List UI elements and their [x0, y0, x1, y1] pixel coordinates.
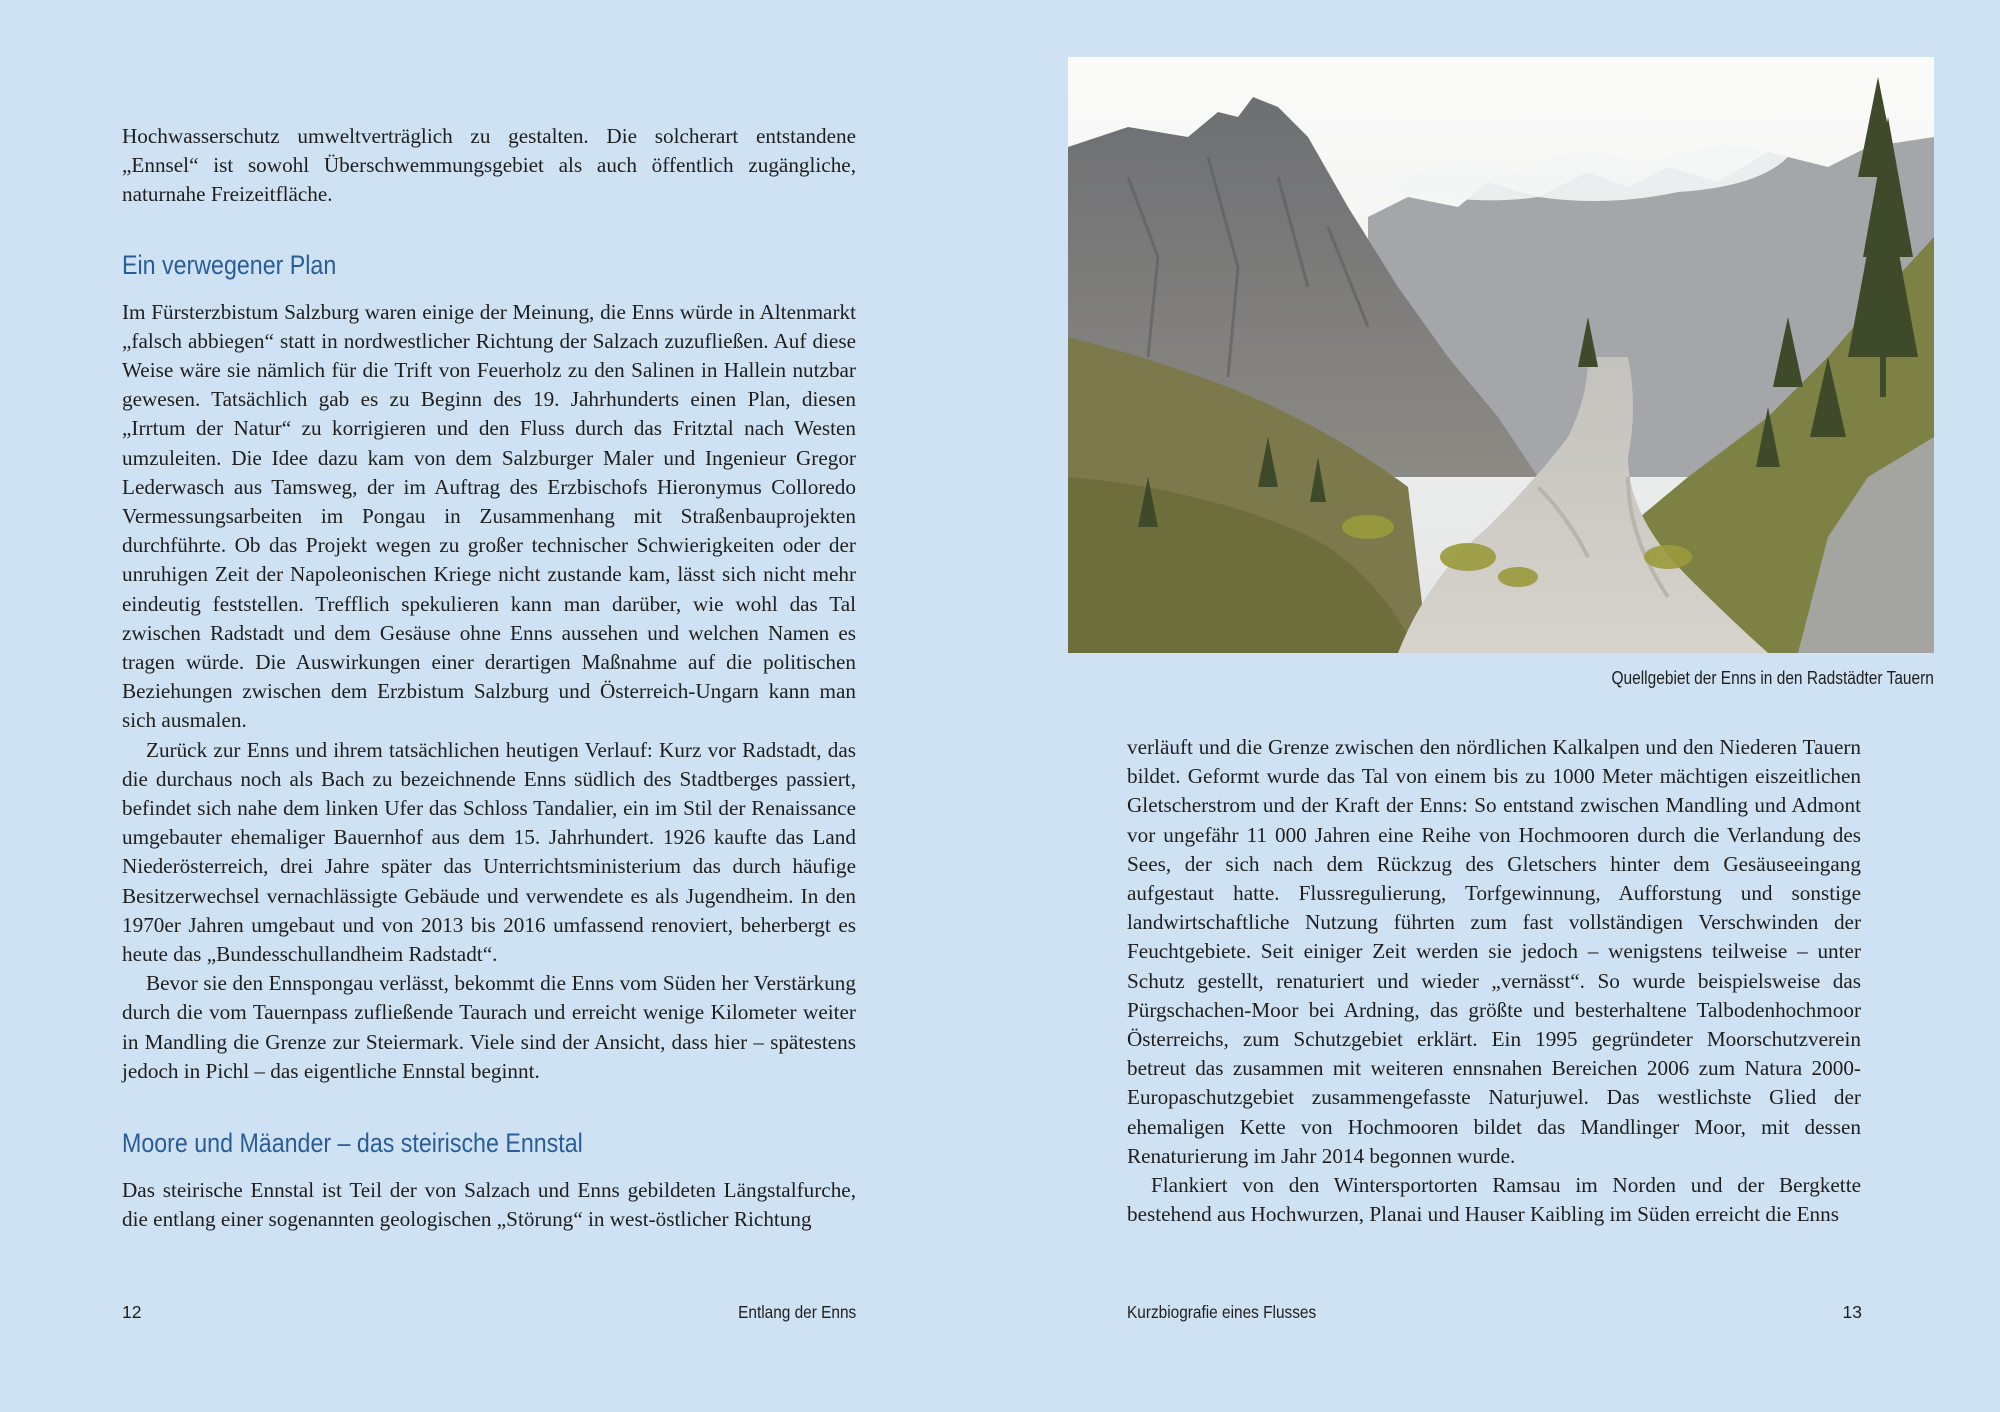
section-heading-plan: Ein verwegener Plan: [122, 249, 337, 280]
right-text-column: [1127, 733, 1861, 1229]
right-page: [1000, 0, 2000, 1412]
paragraph-intro: Hochwasserschutz umweltverträglich zu gestalten. Die solcherart entstandene „Ennsel“ ist sowohl Überschwemmungsgebiet als auch öffentlich zugängliche, naturnahe Freizeitfläche.: [122, 124, 856, 207]
photo-caption: Quellgebiet der Enns in den Radstädter Tauern: [1611, 668, 1934, 688]
paragraph-plan-3: Bevor sie den Ennspongau verlässt, bekommt die Enns vom Süden her Verstärkung durch die vom Tauernpass zufließende Taurach und erreicht wenige Kilometer weiter in Mandling die Grenze zur Steiermark. Viele sind der Ansicht, dass hier – spätestens jedoch in Pichl – das eigentliche Ennstal beginnt.: [122, 971, 856, 1083]
photo-illustration: [1068, 57, 1934, 653]
page-number-left: 12: [122, 1302, 142, 1322]
mountain-valley-photo: [1068, 57, 1934, 653]
page-number-right: 13: [1842, 1302, 1862, 1322]
left-text-column: [122, 122, 856, 1235]
paragraph-right-1: verläuft und die Grenze zwischen den nördlichen Kalkalpen und den Niederen Tauern bildet. Geformt wurde das Tal von einem bis zu 1000 Meter mächtigen eiszeitlichen Gletscherstrom und der Kraft der Enns: So entstand zwischen Mandling und Admont vor ungefähr 11 000 Jahren eine Reihe von Hochmooren durch die Verlandung des Sees, der sich nach dem Rückzug des Gletschers hinter dem Gesäuseeingang aufgestaut hatte. Flussregulierung, Torfgewinnung, Aufforstung und sonstige landwirtschaftliche Nutzung führten zum fast vollständigen Verschwinden der Feuchtgebiete. Seit einiger Zeit werden sie jedoch – wenigstens teilweise – unter Schutz gestellt, renaturiert und wieder „vernässt“. So wurde beispielsweise das Pürgschachen-Moor bei Ardning, das größte und besterhaltene Talbodenhochmoor Österreichs, zum Schutzgebiet erklärt. Ein 1995 gegründeter Moorschutzverein betreut das zusammen mit weiteren ennsnahen Bereichen 2006 zum Natura 2000-Europaschutzgebiet zusammengefasste Naturjuwel. Das westlichste Glied der ehemaligen Kette von Hochmooren bildet das Mandlinger Moor, mit dessen Renaturierung im Jahr 2014 begonnen wurde.: [1127, 735, 1861, 1168]
running-title-right: Kurzbiografie eines Flusses: [1127, 1302, 1317, 1322]
running-title-left: Entlang der Enns: [737, 1302, 856, 1322]
paragraph-plan-2: Zurück zur Enns und ihrem tatsächlichen heutigen Verlauf: Kurz vor Radstadt, das die durchaus noch als Bach zu bezeichnende Enns südlich des Stadtberges passiert, befindet sich nahe dem linken Ufer das Schloss Tandalier, ein im Stil der Renaissance umgebauter ehemaliger Bauernhof aus dem 15. Jahrhundert. 1926 kaufte das Land Niederösterreich, drei Jahre später das Unterrichtsministerium das durch häufige Besitzerwechsel vernachlässigte Gebäude und verwendete es als Jugendheim. In den 1970er Jahren umgebaut und von 2013 bis 2016 umfassend renoviert, beherbergt es heute das „Bundesschullandheim Radstadt“.: [122, 737, 856, 967]
paragraph-plan-1: Im Fürsterzbistum Salzburg waren einige der Meinung, die Enns würde in Altenmarkt „falsch abbiegen“ statt in nordwestlicher Richtung der Salzach zuzufließen. Auf diese Weise wäre sie nämlich für die Trift von Feuerholz zu den Salinen in Hallein nutzbar gewesen. Tatsächlich gab es zu Beginn des 19. Jahrhunderts einen Plan, diesen „Irrtum der Natur“ zu korrigieren und den Fluss durch das Fritztal nach Westen umzuleiten. Die Idee dazu kam von dem Salzburger Maler und Ingenieur Gregor Lederwasch aus Tamsweg, der im Auftrag des Erzbischofs Hieronymus Colloredo Vermessungsarbeiten im Pongau in Zusammenhang mit Straßenbauprojekten durchführte. Ob das Projekt wegen zu großer technischer Schwierigkeiten oder der unruhigen Zeit der Napoleonischen Kriege nicht zustande kam, lässt sich nicht mehr eindeutig feststellen. Trefflich spekulieren kann man darüber, wie wohl das Tal zwischen Radstadt und dem Gesäuse ohne Enns aussehen und welchen Namen es tragen würde. Die Auswirkungen einer derartigen Maßnahme auf die politischen Beziehungen zwischen dem Erzbistum Salzburg und Österreich-Ungarn kann man sich ausmalen.: [122, 299, 856, 733]
paragraph-moore-1: Das steirische Ennstal ist Teil der von Salzach und Enns gebildeten Längstalfurche, die entlang einer sogenannten geologischen „Störung“ in west-östlicher Richtung: [122, 1178, 856, 1232]
paragraph-right-2: Flankiert von den Wintersportorten Ramsau im Norden und der Bergkette bestehend aus Hochwurzen, Planai und Hauser Kaibling im Süden erreicht die Enns: [1127, 1173, 1861, 1227]
section-heading-moore: Moore und Mäander – das steirische Ennstal: [122, 1128, 583, 1159]
